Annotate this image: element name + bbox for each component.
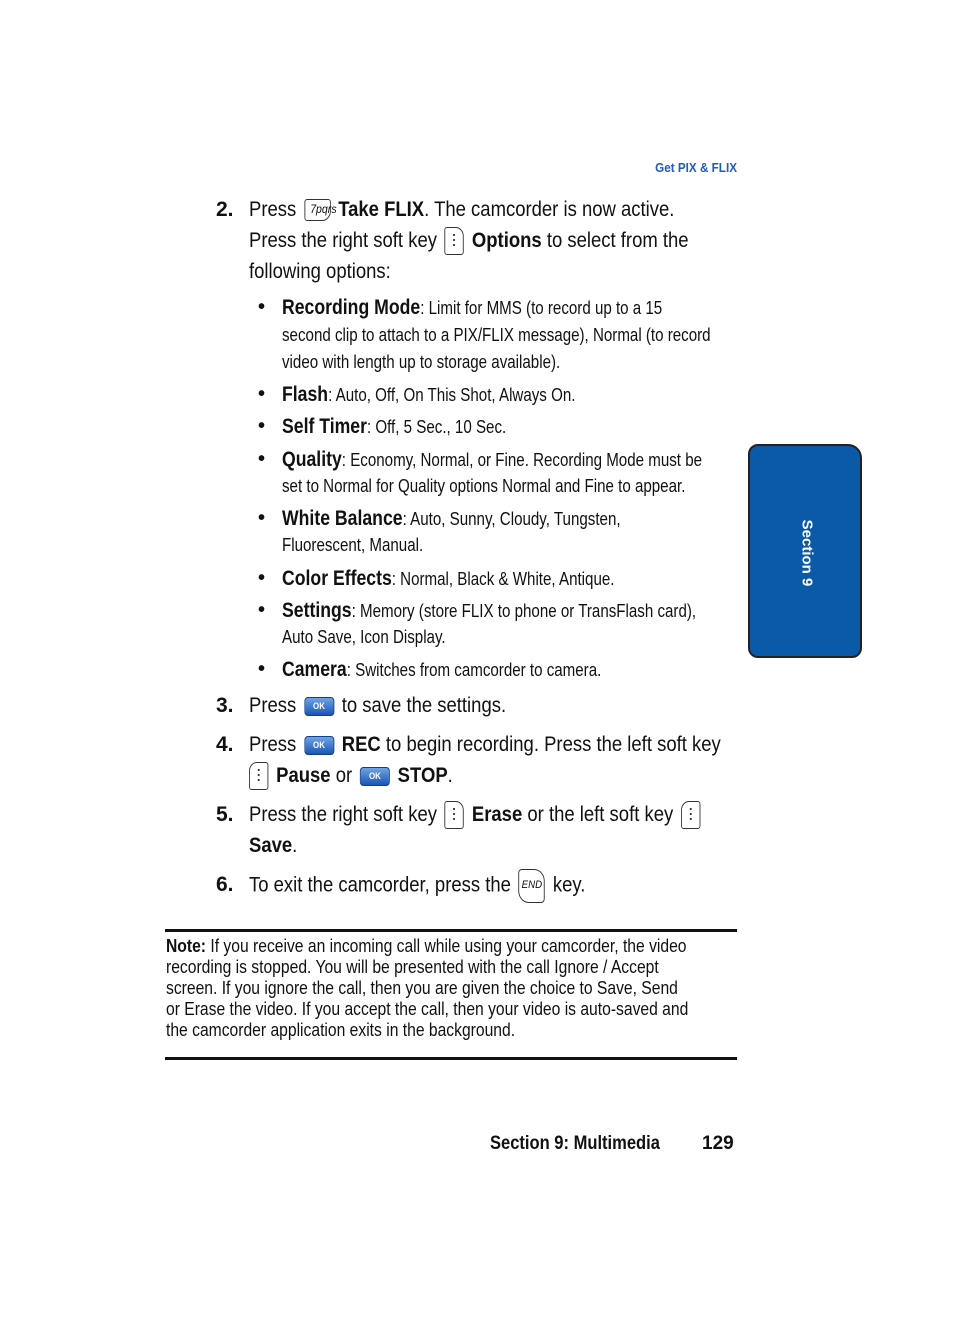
- note-top-rule: [165, 929, 737, 932]
- option-name: Recording Mode: [282, 296, 421, 319]
- running-header: Get PIX & FLIX: [655, 160, 737, 175]
- step-number: 3.: [216, 694, 234, 717]
- right-soft-key-icon: [445, 227, 464, 255]
- ok-key-icon: OK: [304, 697, 334, 716]
- step-number: 6.: [216, 873, 234, 896]
- end-key-icon: END: [519, 869, 545, 903]
- stop-label: STOP: [397, 764, 448, 787]
- ok-key-icon: OK: [360, 767, 390, 786]
- option-name: Flash: [282, 383, 329, 406]
- option-name: White Balance: [282, 507, 403, 530]
- left-soft-key-icon: [249, 762, 268, 790]
- option-name: Settings: [282, 599, 352, 622]
- ok-key-icon: OK: [304, 736, 334, 755]
- left-soft-key-icon: [681, 801, 700, 829]
- note-label: Note:: [166, 936, 207, 956]
- pause-label: Pause: [276, 764, 331, 787]
- rec-label: REC: [341, 733, 381, 756]
- erase-label: Erase: [471, 803, 523, 826]
- option-name: Self Timer: [282, 415, 367, 438]
- save-label: Save: [249, 834, 293, 857]
- step-number: 2.: [216, 198, 234, 221]
- step-2-line-1: Press 7pqrs Take FLIX. The camcorder is now active.: [249, 198, 675, 221]
- footer-section: Section 9: Multimedia: [490, 1133, 660, 1154]
- step-2-line-2: Press the right soft key Options to select from the: [249, 225, 689, 256]
- note-block: Note: If you receive an incoming call while using your camcorder, the video recording is stopped. You will be presented with the call Ignore / Accept screen. If you ignore the call, then you are given the choice to Save, Send or Erase the video. If you accept the call, then your video is auto-saved and the camcorder application exits in the background.: [166, 936, 689, 1040]
- step-number: 5.: [216, 803, 234, 826]
- section-tab: [748, 444, 862, 658]
- note-bottom-rule: [165, 1057, 737, 1060]
- take-flix-label: Take FLIX: [338, 198, 425, 221]
- option-name: Quality: [282, 448, 342, 471]
- step-number: 4.: [216, 733, 234, 756]
- step-2-line-3: following options:: [249, 260, 391, 283]
- section-tab-label: Section 9: [798, 519, 816, 587]
- key-7-icon: 7pqrs: [304, 199, 330, 221]
- right-soft-key-icon: [445, 801, 464, 829]
- option-name: Color Effects: [282, 567, 392, 590]
- option-name: Camera: [282, 658, 347, 681]
- options-label: Options: [471, 229, 542, 252]
- page-number: 129: [702, 1133, 734, 1154]
